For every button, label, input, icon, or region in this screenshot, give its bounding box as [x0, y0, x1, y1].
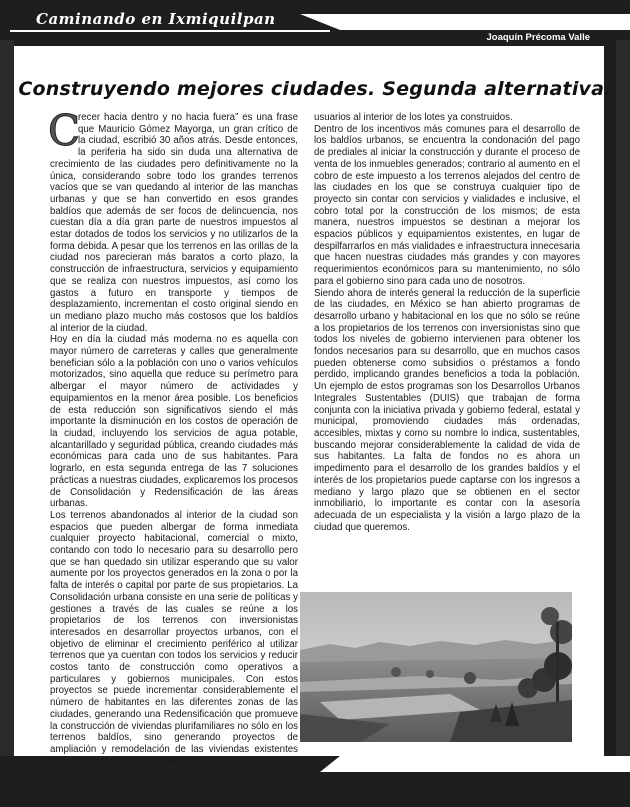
- author-name: Joaquín Précoma Valle: [486, 32, 590, 43]
- landscape-photo: [300, 592, 572, 742]
- author-block: [393, 31, 590, 57]
- paragraph: Hoy en día la ciudad más moderna no es aquella con mayor número de carreteras y calles que generalmente benefician sólo a la población con uno o varios vehículos motorizados, sino aquella que reduce su perímetro para albergar el mayor número de actividades y equipamientos en la menor área posible. Los beneficios de esta reducción son significativos siendo el más importante la disminución en los costos de operación de la ciudad, incluyendo los servicios de agua potable, alcantarillado y seguridad pública, creando ciudades más económicas para cada uno de sus habitantes. Para lograrlo, en esta segunda entrega de las 7 soluciones prácticas a nuestras ciudades, explicaremos los procesos de Consolidación y Redensificación de las áreas urbanas.: [50, 334, 298, 510]
- paragraph: recer hacia dentro y no hacia fuera” es una frase que Mauricio Gómez Mayorga, un gran crítico de la ciudad, escribió 30 años atrás. Desde entonces, la periferia ha sido sin duda una alternativa de crecimiento de las ciudades pero definitivamente no la única, considerando sobre todo los grandes terrenos vacíos que se van quedando al interior de las manchas urbanas y que se han convertido en esos grandes baldíos que además de ser focos de delincuencia, nos cuestan día a día gran parte de nuestros impuestos al estar dotados de todos los servicios y no utilizarlos de la forma debida. A pesar que los terrenos en las orillas de la ciudad nos parecieran más baratos a corto plazo, la construcción de infraestructura, servicios y equipamiento que se realiza con nuestros impuestos, así como los gastos a futuro en transporte y tiempos de desplazamiento, incrementan el costo original siendo en un mediano plazo mucho más costosos que los baldíos al interior de la ciudad.: [50, 112, 298, 334]
- drop-cap: C: [48, 106, 81, 155]
- section-title: Caminando en Ixmiquilpan: [36, 10, 276, 28]
- article-title: Construyendo mejores ciudades. Segunda alternativa.: [18, 78, 612, 100]
- section-title-underline: [10, 30, 330, 32]
- article-column-right: [314, 112, 580, 533]
- paragraph: usuarios al interior de los lotes ya construidos.: [314, 112, 513, 123]
- article-column-left: [48, 106, 298, 767]
- paragraph: Dentro de los incentivos más comunes para el desarrollo de los baldíos urbanos, se encuentra la condonación del pago de prediales al iniciar la construcción y durante el proceso de venta de los inmuebles generados; contrario al aumento en el cobro de este impuesto a los terrenos alejados del centro de las ciudades en los que se construya cualquier tipo de proyecto sin contar con servicios y vialidades e inclusive, el cobro total por la construcción de los mismos; de esta manera, nuestros impuestos se destinan a mejorar los espacios públicos y equipamientos existentes, en lugar de despilfarrarlos en más vialidades e infraestructura innecesaria que hacen nuestras ciudades más grandes y con mayores requerimientos económicos para su mantenimiento, no sólo para el gobierno sino para cada uno de nosotros.: [314, 123, 580, 287]
- paragraph: Siendo ahora de interés general la reducción de la superficie de las ciudades, en México se han abierto programas de desarrollo urbano y habitacional en los que no sólo se reúne a los propietarios de los terrenos con inversionistas sino que todos los niveles de gobierno intervienen para obtener los fondos necesarios para su desarrollo, que en muchos casos pueden obtenerse como subsidios o préstamos a fondo perdido, implicando grandes beneficios a toda la población. Un ejemplo de estos programas son los Desarrollos Urbanos Integrales Sustentables (DUIS) que trabajan de forma conjunta con la iniciativa privada y gobierno federal, estatal y municipal, promoviendo ciudades más ordenadas, accesibles, mixtas y como su nombre lo indica, sustentables, buscando mejorar considerablemente la calidad de vida de sus habitantes. La falta de fondos no es ahora un impedimento para el desarrollo de los grandes baldíos y el interés de los propietarios puede captarse con los ingresos a mediano y largo plazo que se obtienen en el sector inmobiliario, lo importante es contar con la asesoría adecuada de un especialista y la visión a largo plazo de la ciudad que queremos.: [314, 287, 580, 533]
- paragraph: Los terrenos abandonados al interior de la ciudad son espacios que pueden albergar de forma inmediata cualquier proyecto habitacional, comercial o mixto, contando con todo lo necesario para su desarrollo pero que se han quedado sin utilizar esperando que su valor aumente por los proyectos generados en la zona o por la falta de interés o capital por parte de sus propietarios. La Consolidación urbana consiste en una serie de políticas y gestiones a través de las cuales se reúne a los propietarios de los terrenos con inversionistas interesados en desarrollar proyectos urbanos, con el objetivo de eliminar el crecimiento periférico al utilizar terrenos que ya cuentan con todos los servicios y reducir costos tanto de construcción como operativos a particulares y gobiernos municipales. Con estos proyectos se puede incrementar considerablemente el número de habitantes en las diferentes zonas de las ciudades, generando una Redensificación que promueve la construcción de viviendas plurifamiliares no sólo en los terrenos baldíos, sino generando proyectos de ampliación y remodelación de las viviendas existentes para albergar al mayor número de: [50, 509, 298, 767]
- author-role: Maestro en arquitectura y nuevo urbanismo: [392, 45, 590, 56]
